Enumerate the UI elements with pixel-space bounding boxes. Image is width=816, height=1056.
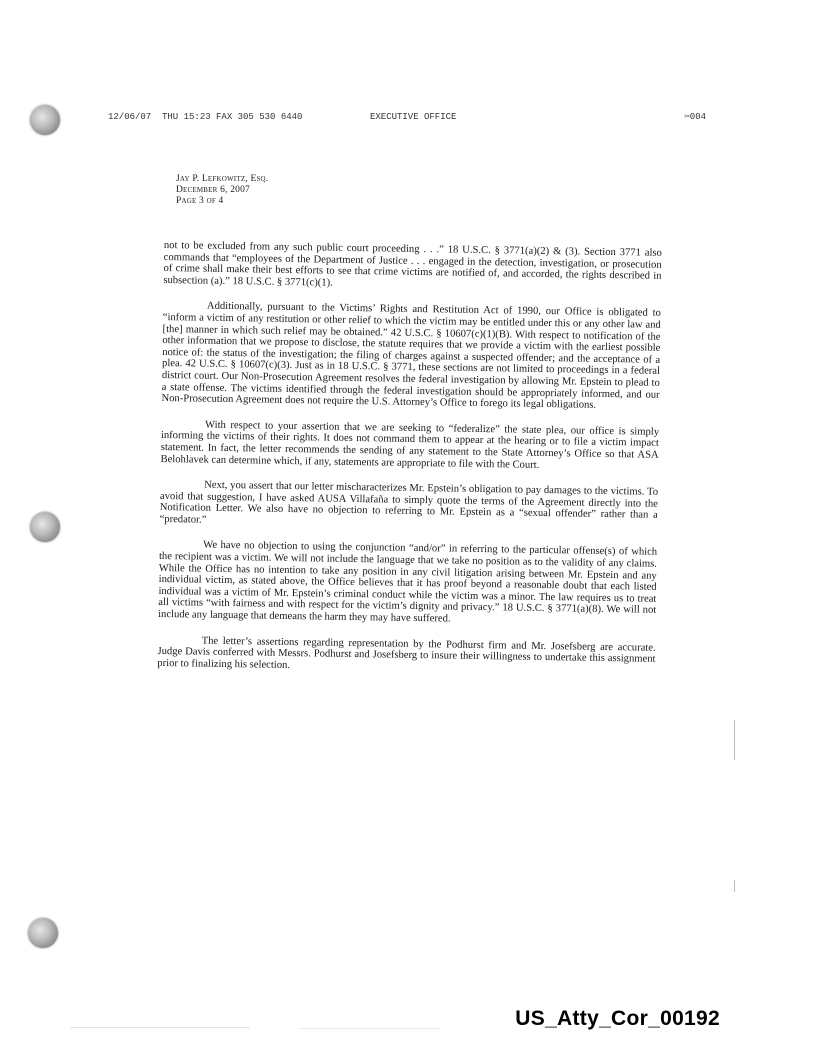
body-paragraph: The letter’s assertions regarding representation by the Podhurst firm and Mr. Josefsberg are accurate. Judge Davis conferred with Messrs. Podhurst and Josefsberg to insure their willingness to undertake this assignment prior to finalizing his selection. (157, 635, 656, 671)
scan-artifact (70, 1027, 250, 1028)
page-indicator: Page 3 of 4 (176, 196, 224, 206)
body-paragraph: Additionally, pursuant to the Victims’ Rights and Restitution Act of 1990, our Office is obligated to “inform a victim of any restitution or other relief to which the victim may be entitled under this or any other law and [the] manner in which such relief may be obtained.” 42 U.S.C. § 10607(c)(1)(B). With respect to notification of the other information that we propose to disclose, the statute requires that we provide a victim with the earliest possible notice of: the status of the investigation; the filing of charges against a suspected offender; and the acceptance of a plea. 42 U.S.C. § 10607(c)(3). Just as in 18 U.S.C. § 3771, these sections are not limited to proceedings in a federal district court. Our Non-Prosecution Agreement resolves the federal investigation by allowing Mr. Epstein to plead to a state offense. The victims identified through the federal investigation should be appropriately informed, and our Non-Prosecution Agreement does not require the U.S. Attorney’s Office to forego its legal obligations. (161, 301, 661, 411)
punch-hole-icon (30, 105, 60, 135)
scan-artifact (734, 880, 735, 892)
fax-page-marker: ✂004 (684, 112, 706, 122)
body-paragraph: With respect to your assertion that we are seeking to “federalize” the state plea, our office is simply informing the victims of their rights. It does not command them to appear at the hearing or to file a victim impact statement. In fact, the letter recommends the sending of any statement to the State Attorney’s Office so that ASA Belohlavek can determine which, if any, statements are appropriate to file with the Court. (160, 419, 660, 471)
body-paragraph: Next, you assert that our letter mischaracterizes Mr. Epstein’s obligation to pay damages to the victims. To avoid that suggestion, I have asked AUSA Villafaña to simply quote the terms of the Agreement directly into the Notification Letter. We also have no objection to referring to Mr. Epstein as a “sexual offender” rather than a “predator.” (159, 479, 659, 526)
letter-body (157, 240, 662, 691)
fax-office-label: EXECUTIVE OFFICE (370, 112, 457, 122)
fax-datetime-number: 12/06/07 THU 15:23 FAX 305 530 6440 (108, 112, 303, 122)
bates-number: US_Atty_Cor_00192 (515, 1007, 720, 1030)
addressee-name: Jay P. Lefkowitz, Esq. (176, 174, 269, 184)
addressee-block (176, 174, 396, 207)
body-paragraph: We have no objection to using the conjunction “and/or” in referring to the particular offense(s) of which the recipient was a victim. We will not include the language that we take no position as to the validity of any claims. While the Office has no intention to take any position in any civil litigation arising between Mr. Epstein and any individual victim, as stated above, the Office believes that it has proof beyond a reasonable doubt that each listed individual was a victim of Mr. Epstein’s criminal conduct while the victim was a minor. The law requires us to treat all victims “with fairness and with respect for the victim’s dignity and privacy.” 18 U.S.C. § 3771(a)(8). We will not include any language that demeans the harm they may have suffered. (158, 540, 658, 625)
letter-date: December 6, 2007 (176, 185, 250, 195)
punch-hole-icon (30, 512, 60, 542)
scan-artifact (300, 1028, 440, 1029)
scan-artifact (734, 720, 735, 760)
body-paragraph: not to be excluded from any such public court proceeding . . .” 18 U.S.C. § 3771(a)(2) & (3). Section 3771 also commands that “employees of the Department of Justice . . . engaged in the detection, investigation, or prosecution of crime shall make their best efforts to see that crime victims are notified of, and accorded, the rights described in subsection (a).” 18 U.S.C. § 3771(c)(1). (163, 240, 662, 289)
punch-hole-icon (28, 918, 58, 948)
fax-header (108, 112, 706, 126)
